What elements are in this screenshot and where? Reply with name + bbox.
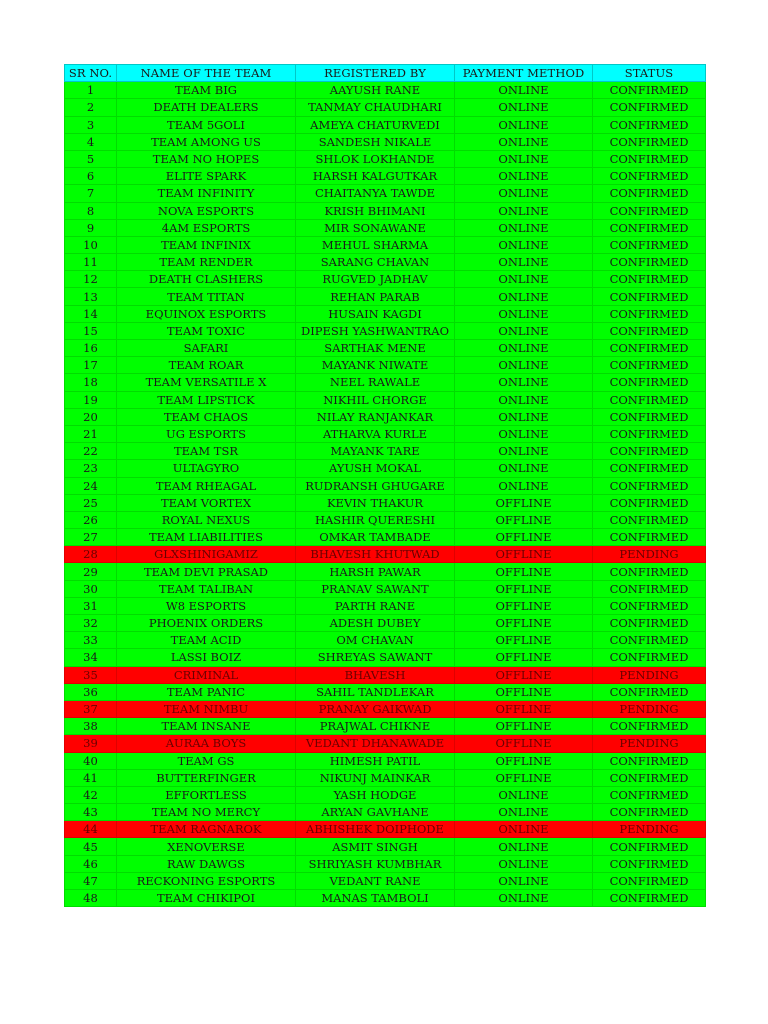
cell-sr-no: 12 [65, 271, 117, 288]
table-row [65, 632, 706, 649]
cell-status: CONFIRMED [593, 168, 706, 185]
cell-sr-no: 1 [65, 82, 117, 99]
table-row [65, 236, 706, 253]
cell-team-name: TEAM BIG [117, 82, 296, 99]
cell-status: PENDING [593, 735, 706, 752]
cell-sr-no: 16 [65, 340, 117, 357]
cell-team-name: TEAM INSANE [117, 718, 296, 735]
table-row [65, 546, 706, 563]
cell-team-name: TEAM RHEAGAL [117, 477, 296, 494]
cell-payment-method: OFFLINE [455, 752, 593, 769]
cell-status: CONFIRMED [593, 82, 706, 99]
cell-team-name: TEAM RENDER [117, 254, 296, 271]
cell-registered-by: AMEYA CHATURVEDI [296, 116, 455, 133]
cell-payment-method: ONLINE [455, 821, 593, 838]
cell-registered-by: SHRIYASH KUMBHAR [296, 855, 455, 872]
table-row [65, 425, 706, 442]
cell-sr-no: 40 [65, 752, 117, 769]
cell-sr-no: 13 [65, 288, 117, 305]
cell-team-name: TEAM ACID [117, 632, 296, 649]
table-row [65, 683, 706, 700]
cell-sr-no: 31 [65, 597, 117, 614]
cell-payment-method: OFFLINE [455, 580, 593, 597]
cell-sr-no: 48 [65, 890, 117, 907]
cell-payment-method: OFFLINE [455, 649, 593, 666]
table-row [65, 580, 706, 597]
cell-registered-by: HUSAIN KAGDI [296, 305, 455, 322]
cell-payment-method: OFFLINE [455, 683, 593, 700]
cell-team-name: AURAA BOYS [117, 735, 296, 752]
cell-payment-method: ONLINE [455, 288, 593, 305]
cell-registered-by: AAYUSH RANE [296, 82, 455, 99]
cell-payment-method: ONLINE [455, 340, 593, 357]
cell-status: CONFIRMED [593, 254, 706, 271]
cell-status: CONFIRMED [593, 718, 706, 735]
table-row [65, 288, 706, 305]
table-row [65, 890, 706, 907]
cell-payment-method: OFFLINE [455, 666, 593, 683]
cell-team-name: TEAM 5GOLI [117, 116, 296, 133]
cell-status: CONFIRMED [593, 288, 706, 305]
cell-registered-by: KEVIN THAKUR [296, 494, 455, 511]
cell-payment-method: ONLINE [455, 460, 593, 477]
cell-payment-method: ONLINE [455, 271, 593, 288]
cell-team-name: W8 ESPORTS [117, 597, 296, 614]
cell-team-name: ULTAGYRO [117, 460, 296, 477]
cell-registered-by: YASH HODGE [296, 786, 455, 803]
cell-payment-method: ONLINE [455, 872, 593, 889]
cell-status: CONFIRMED [593, 357, 706, 374]
cell-sr-no: 20 [65, 408, 117, 425]
cell-registered-by: HARSH PAWAR [296, 563, 455, 580]
table-row [65, 752, 706, 769]
cell-sr-no: 29 [65, 563, 117, 580]
table-row [65, 99, 706, 116]
table-row [65, 838, 706, 855]
table-row [65, 511, 706, 528]
cell-team-name: TEAM RAGNAROK [117, 821, 296, 838]
cell-payment-method: ONLINE [455, 254, 593, 271]
cell-team-name: TEAM LIABILITIES [117, 529, 296, 546]
cell-sr-no: 46 [65, 855, 117, 872]
cell-team-name: DEATH CLASHERS [117, 271, 296, 288]
cell-status: PENDING [593, 666, 706, 683]
cell-payment-method: OFFLINE [455, 632, 593, 649]
cell-registered-by: HARSH KALGUTKAR [296, 168, 455, 185]
cell-sr-no: 41 [65, 769, 117, 786]
cell-team-name: TEAM CHIKIPOI [117, 890, 296, 907]
cell-status: CONFIRMED [593, 408, 706, 425]
cell-registered-by: VEDANT RANE [296, 872, 455, 889]
cell-status: CONFIRMED [593, 890, 706, 907]
cell-status: CONFIRMED [593, 133, 706, 150]
cell-payment-method: ONLINE [455, 168, 593, 185]
cell-payment-method: ONLINE [455, 890, 593, 907]
cell-payment-method: OFFLINE [455, 597, 593, 614]
cell-team-name: BUTTERFINGER [117, 769, 296, 786]
cell-status: CONFIRMED [593, 529, 706, 546]
cell-status: PENDING [593, 700, 706, 717]
cell-payment-method: ONLINE [455, 374, 593, 391]
cell-sr-no: 26 [65, 511, 117, 528]
cell-status: CONFIRMED [593, 202, 706, 219]
cell-team-name: LASSI BOIZ [117, 649, 296, 666]
table-row [65, 340, 706, 357]
cell-sr-no: 9 [65, 219, 117, 236]
cell-payment-method: ONLINE [455, 804, 593, 821]
cell-registered-by: HIMESH PATIL [296, 752, 455, 769]
table-row [65, 700, 706, 717]
cell-sr-no: 3 [65, 116, 117, 133]
cell-registered-by: ADESH DUBEY [296, 615, 455, 632]
cell-payment-method: OFFLINE [455, 615, 593, 632]
cell-team-name: RAW DAWGS [117, 855, 296, 872]
cell-payment-method: ONLINE [455, 855, 593, 872]
table-row [65, 185, 706, 202]
cell-registered-by: AYUSH MOKAL [296, 460, 455, 477]
cell-status: CONFIRMED [593, 752, 706, 769]
cell-team-name: TEAM PANIC [117, 683, 296, 700]
table-row [65, 150, 706, 167]
cell-registered-by: PRANAV SAWANT [296, 580, 455, 597]
cell-status: CONFIRMED [593, 580, 706, 597]
cell-sr-no: 33 [65, 632, 117, 649]
cell-payment-method: ONLINE [455, 150, 593, 167]
cell-team-name: UG ESPORTS [117, 425, 296, 442]
table-row [65, 786, 706, 803]
cell-sr-no: 22 [65, 443, 117, 460]
cell-payment-method: ONLINE [455, 838, 593, 855]
cell-registered-by: MAYANK NIWATE [296, 357, 455, 374]
cell-status: CONFIRMED [593, 150, 706, 167]
cell-status: CONFIRMED [593, 511, 706, 528]
cell-registered-by: PRANAY GAIKWAD [296, 700, 455, 717]
cell-sr-no: 37 [65, 700, 117, 717]
table-row [65, 116, 706, 133]
cell-status: CONFIRMED [593, 271, 706, 288]
cell-registered-by: OM CHAVAN [296, 632, 455, 649]
cell-payment-method: ONLINE [455, 116, 593, 133]
cell-status: CONFIRMED [593, 340, 706, 357]
table-row [65, 374, 706, 391]
cell-registered-by: MIR SONAWANE [296, 219, 455, 236]
cell-registered-by: MAYANK TARE [296, 443, 455, 460]
table-row [65, 872, 706, 889]
cell-payment-method: ONLINE [455, 219, 593, 236]
cell-registered-by: SANDESH NIKALE [296, 133, 455, 150]
cell-payment-method: ONLINE [455, 322, 593, 339]
header-sr-no: SR NO. [65, 65, 117, 82]
table-row [65, 494, 706, 511]
cell-team-name: DEATH DEALERS [117, 99, 296, 116]
cell-registered-by: SHREYAS SAWANT [296, 649, 455, 666]
table-row [65, 615, 706, 632]
cell-status: CONFIRMED [593, 804, 706, 821]
table-row [65, 821, 706, 838]
cell-registered-by: PRAJWAL CHIKNE [296, 718, 455, 735]
cell-payment-method: ONLINE [455, 185, 593, 202]
cell-registered-by: NIKHIL CHORGE [296, 391, 455, 408]
cell-sr-no: 2 [65, 99, 117, 116]
cell-status: CONFIRMED [593, 649, 706, 666]
table-row [65, 322, 706, 339]
cell-team-name: EFFORTLESS [117, 786, 296, 803]
cell-payment-method: OFFLINE [455, 546, 593, 563]
table-row [65, 271, 706, 288]
cell-registered-by: ASMIT SINGH [296, 838, 455, 855]
cell-sr-no: 10 [65, 236, 117, 253]
table-row [65, 718, 706, 735]
cell-team-name: GLXSHINIGAMIZ [117, 546, 296, 563]
cell-sr-no: 21 [65, 425, 117, 442]
table-row [65, 305, 706, 322]
cell-status: CONFIRMED [593, 838, 706, 855]
table-body [65, 82, 706, 907]
cell-sr-no: 36 [65, 683, 117, 700]
table-row [65, 597, 706, 614]
cell-team-name: TEAM TITAN [117, 288, 296, 305]
cell-team-name: CRIMINAL [117, 666, 296, 683]
cell-payment-method: ONLINE [455, 443, 593, 460]
cell-payment-method: ONLINE [455, 786, 593, 803]
cell-payment-method: OFFLINE [455, 718, 593, 735]
cell-status: CONFIRMED [593, 632, 706, 649]
header-payment-method: PAYMENT METHOD [455, 65, 593, 82]
cell-sr-no: 45 [65, 838, 117, 855]
cell-payment-method: OFFLINE [455, 700, 593, 717]
cell-team-name: TEAM ROAR [117, 357, 296, 374]
cell-sr-no: 30 [65, 580, 117, 597]
cell-team-name: PHOENIX ORDERS [117, 615, 296, 632]
cell-team-name: TEAM INFINIX [117, 236, 296, 253]
cell-sr-no: 19 [65, 391, 117, 408]
cell-payment-method: ONLINE [455, 425, 593, 442]
cell-registered-by: PARTH RANE [296, 597, 455, 614]
cell-sr-no: 18 [65, 374, 117, 391]
cell-team-name: NOVA ESPORTS [117, 202, 296, 219]
cell-team-name: TEAM DEVI PRASAD [117, 563, 296, 580]
cell-registered-by: SARANG CHAVAN [296, 254, 455, 271]
cell-team-name: TEAM NO HOPES [117, 150, 296, 167]
cell-team-name: TEAM AMONG US [117, 133, 296, 150]
cell-sr-no: 27 [65, 529, 117, 546]
cell-payment-method: ONLINE [455, 305, 593, 322]
cell-registered-by: MEHUL SHARMA [296, 236, 455, 253]
cell-payment-method: ONLINE [455, 99, 593, 116]
cell-status: CONFIRMED [593, 391, 706, 408]
cell-registered-by: BHAVESH KHUTWAD [296, 546, 455, 563]
table-row [65, 391, 706, 408]
cell-sr-no: 39 [65, 735, 117, 752]
cell-registered-by: OMKAR TAMBADE [296, 529, 455, 546]
cell-payment-method: OFFLINE [455, 769, 593, 786]
cell-team-name: TEAM VORTEX [117, 494, 296, 511]
cell-status: CONFIRMED [593, 786, 706, 803]
cell-sr-no: 47 [65, 872, 117, 889]
table-row [65, 563, 706, 580]
cell-status: CONFIRMED [593, 769, 706, 786]
table-row [65, 82, 706, 99]
cell-status: CONFIRMED [593, 116, 706, 133]
table-row [65, 666, 706, 683]
cell-status: CONFIRMED [593, 443, 706, 460]
cell-sr-no: 11 [65, 254, 117, 271]
header-team-name: NAME OF THE TEAM [117, 65, 296, 82]
cell-status: CONFIRMED [593, 322, 706, 339]
cell-status: CONFIRMED [593, 597, 706, 614]
cell-team-name: TEAM INFINITY [117, 185, 296, 202]
header-registered-by: REGISTERED BY [296, 65, 455, 82]
cell-sr-no: 6 [65, 168, 117, 185]
cell-sr-no: 28 [65, 546, 117, 563]
table-row [65, 357, 706, 374]
cell-team-name: TEAM LIPSTICK [117, 391, 296, 408]
table-row [65, 133, 706, 150]
cell-team-name: TEAM NO MERCY [117, 804, 296, 821]
cell-sr-no: 32 [65, 615, 117, 632]
cell-team-name: EQUINOX ESPORTS [117, 305, 296, 322]
cell-payment-method: ONLINE [455, 202, 593, 219]
cell-registered-by: REHAN PARAB [296, 288, 455, 305]
cell-sr-no: 17 [65, 357, 117, 374]
table-row [65, 443, 706, 460]
cell-team-name: TEAM NIMBU [117, 700, 296, 717]
cell-team-name: TEAM TOXIC [117, 322, 296, 339]
table-row [65, 649, 706, 666]
cell-status: CONFIRMED [593, 683, 706, 700]
table-row [65, 769, 706, 786]
cell-registered-by: NEEL RAWALE [296, 374, 455, 391]
cell-sr-no: 34 [65, 649, 117, 666]
cell-sr-no: 14 [65, 305, 117, 322]
cell-registered-by: DIPESH YASHWANTRAO [296, 322, 455, 339]
cell-team-name: RECKONING ESPORTS [117, 872, 296, 889]
cell-team-name: XENOVERSE [117, 838, 296, 855]
cell-registered-by: TANMAY CHAUDHARI [296, 99, 455, 116]
cell-payment-method: ONLINE [455, 408, 593, 425]
cell-payment-method: OFFLINE [455, 529, 593, 546]
cell-sr-no: 35 [65, 666, 117, 683]
table-row [65, 219, 706, 236]
cell-sr-no: 24 [65, 477, 117, 494]
table-row [65, 529, 706, 546]
table-row [65, 202, 706, 219]
cell-status: CONFIRMED [593, 460, 706, 477]
cell-sr-no: 44 [65, 821, 117, 838]
cell-sr-no: 5 [65, 150, 117, 167]
cell-sr-no: 7 [65, 185, 117, 202]
cell-payment-method: ONLINE [455, 133, 593, 150]
cell-payment-method: OFFLINE [455, 494, 593, 511]
cell-registered-by: ARYAN GAVHANE [296, 804, 455, 821]
cell-payment-method: OFFLINE [455, 735, 593, 752]
table-row [65, 855, 706, 872]
cell-registered-by: CHAITANYA TAWDE [296, 185, 455, 202]
team-registration-table [64, 64, 706, 907]
cell-registered-by: ABHISHEK DOIPHODE [296, 821, 455, 838]
cell-team-name: ROYAL NEXUS [117, 511, 296, 528]
cell-registered-by: SAHIL TANDLEKAR [296, 683, 455, 700]
cell-status: CONFIRMED [593, 236, 706, 253]
cell-sr-no: 38 [65, 718, 117, 735]
cell-registered-by: NIKUNJ MAINKAR [296, 769, 455, 786]
cell-sr-no: 43 [65, 804, 117, 821]
table-row [65, 168, 706, 185]
cell-status: CONFIRMED [593, 615, 706, 632]
table-row [65, 460, 706, 477]
cell-sr-no: 42 [65, 786, 117, 803]
cell-payment-method: ONLINE [455, 357, 593, 374]
cell-payment-method: OFFLINE [455, 511, 593, 528]
cell-team-name: TEAM TALIBAN [117, 580, 296, 597]
table-row [65, 254, 706, 271]
cell-payment-method: ONLINE [455, 236, 593, 253]
cell-registered-by: HASHIR QUERESHI [296, 511, 455, 528]
header-status: STATUS [593, 65, 706, 82]
cell-registered-by: ATHARVA KURLE [296, 425, 455, 442]
cell-payment-method: ONLINE [455, 391, 593, 408]
cell-payment-method: OFFLINE [455, 563, 593, 580]
cell-payment-method: ONLINE [455, 477, 593, 494]
cell-status: CONFIRMED [593, 99, 706, 116]
cell-status: CONFIRMED [593, 872, 706, 889]
cell-status: CONFIRMED [593, 425, 706, 442]
cell-team-name: TEAM TSR [117, 443, 296, 460]
table-row [65, 477, 706, 494]
cell-sr-no: 4 [65, 133, 117, 150]
cell-status: CONFIRMED [593, 185, 706, 202]
cell-status: CONFIRMED [593, 374, 706, 391]
cell-sr-no: 23 [65, 460, 117, 477]
cell-sr-no: 8 [65, 202, 117, 219]
cell-status: CONFIRMED [593, 855, 706, 872]
cell-registered-by: NILAY RANJANKAR [296, 408, 455, 425]
cell-registered-by: RUGVED JADHAV [296, 271, 455, 288]
cell-status: CONFIRMED [593, 563, 706, 580]
cell-team-name: TEAM VERSATILE X [117, 374, 296, 391]
cell-sr-no: 15 [65, 322, 117, 339]
cell-status: CONFIRMED [593, 219, 706, 236]
cell-registered-by: VEDANT DHANAWADE [296, 735, 455, 752]
cell-team-name: TEAM GS [117, 752, 296, 769]
cell-registered-by: MANAS TAMBOLI [296, 890, 455, 907]
header-row [65, 65, 706, 82]
cell-payment-method: ONLINE [455, 82, 593, 99]
cell-team-name: ELITE SPARK [117, 168, 296, 185]
cell-team-name: TEAM CHAOS [117, 408, 296, 425]
cell-team-name: 4AM ESPORTS [117, 219, 296, 236]
table-row [65, 735, 706, 752]
table-row [65, 408, 706, 425]
cell-registered-by: BHAVESH [296, 666, 455, 683]
cell-registered-by: SARTHAK MENE [296, 340, 455, 357]
cell-status: CONFIRMED [593, 494, 706, 511]
cell-registered-by: RUDRANSH GHUGARE [296, 477, 455, 494]
cell-sr-no: 25 [65, 494, 117, 511]
cell-team-name: SAFARI [117, 340, 296, 357]
cell-status: CONFIRMED [593, 477, 706, 494]
table-row [65, 804, 706, 821]
cell-status: CONFIRMED [593, 305, 706, 322]
cell-status: PENDING [593, 821, 706, 838]
cell-registered-by: SHLOK LOKHANDE [296, 150, 455, 167]
cell-registered-by: KRISH BHIMANI [296, 202, 455, 219]
cell-status: PENDING [593, 546, 706, 563]
